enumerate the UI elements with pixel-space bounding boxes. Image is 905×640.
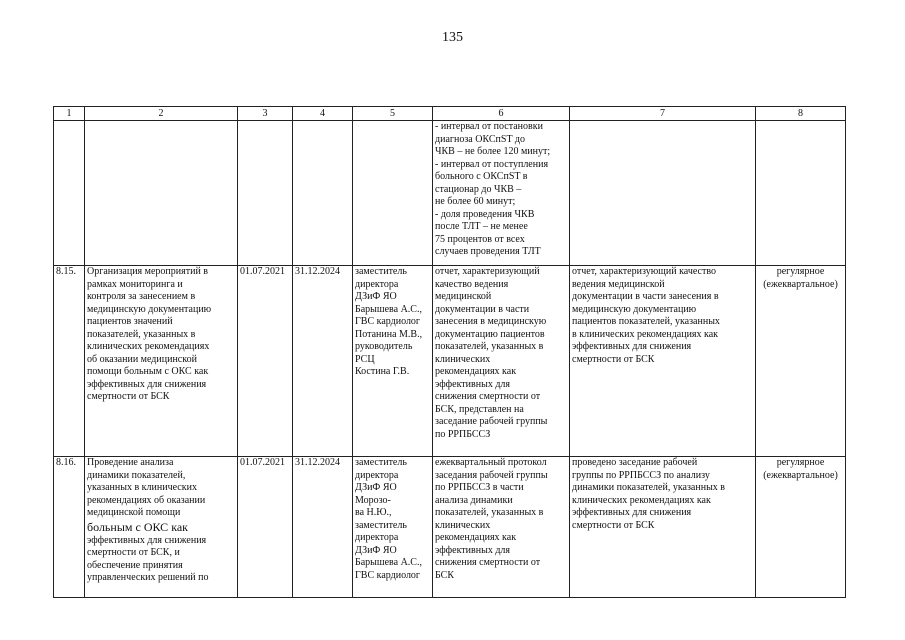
text-line: клинических [435, 353, 491, 365]
text-line: Барышева А.С., [355, 303, 422, 315]
text-line: документации в части [435, 303, 530, 315]
text-line: ЧКВ – не более 120 минут; [435, 146, 551, 157]
text-line: БСК, представлен на [435, 403, 524, 415]
column-number-5: 5 [353, 107, 433, 121]
text-line: ДЗиФ ЯО [355, 291, 397, 302]
indicator-cell [570, 457, 756, 598]
text-line: документацию пациентов [435, 328, 545, 340]
text-line: качество ведения [435, 278, 509, 290]
text-line: рекомендациях как [435, 366, 517, 377]
text-line: снижения смертности от [435, 391, 541, 402]
text-line: рекомендациях как [435, 532, 517, 543]
text-line: заместитель [355, 266, 407, 277]
text-line: ДЗиФ ЯО [355, 482, 397, 493]
column-number-4: 4 [293, 107, 353, 121]
end-date-cell: 31.12.2024 [293, 266, 353, 457]
text-line: проведено заседание рабочей [572, 457, 698, 468]
text-line: ведения медицинской [572, 278, 665, 290]
text-line: Барышева А.С., [355, 557, 422, 568]
text-line: обеспечение принятия [87, 559, 183, 571]
text-line: (ежеквартальное) [763, 469, 838, 481]
text-line: клинических рекомендациях как [572, 494, 711, 506]
empty-cell [54, 121, 85, 266]
text-line: снижения смертности от [435, 557, 541, 568]
text-line: заседание рабочей группы [435, 416, 548, 427]
text-line: показателей, указанных в [87, 328, 196, 340]
end-date-cell: 31.12.2024 [293, 457, 353, 598]
text-line: директора [355, 532, 399, 543]
text-line: заместитель [355, 457, 407, 468]
text-line: в клинических рекомендациях как [572, 328, 719, 340]
text-line: эффективных для снижения [572, 507, 692, 518]
column-number-6: 6 [433, 107, 570, 121]
text-line: - интервал от поступления [435, 158, 549, 170]
indicator-cell [570, 266, 756, 457]
text-line: показателей, указанных в [435, 507, 544, 518]
plan-table [53, 106, 846, 598]
text-line: эффективных для снижения [87, 534, 207, 546]
text-line: клинических рекомендациях [87, 341, 210, 352]
text-line: группы по РРПБССЗ по анализу [572, 469, 710, 481]
text-line: заседания рабочей группы [435, 469, 548, 481]
result-cell [433, 266, 570, 457]
text-line: РСЦ [355, 353, 375, 365]
text-line: ГВС кардиолог [355, 569, 421, 581]
text-line: показателей, указанных в [435, 341, 544, 352]
text-line: Костина Г.В. [355, 366, 410, 377]
activity-cell [85, 266, 238, 457]
empty-cell [353, 121, 433, 266]
column-number-header-row [54, 107, 846, 121]
text-line: больного с ОКСпST в [435, 171, 528, 182]
text-line: БСК [435, 569, 455, 581]
text-line: директора [355, 278, 399, 290]
activity-cell [85, 457, 238, 598]
continuation-result-cell [433, 121, 570, 266]
text-line: Морозо- [355, 494, 391, 506]
text-line: директора [355, 469, 399, 481]
text-line: смертности от БСК [572, 353, 655, 365]
text-line: рекомендациях об оказании [87, 494, 206, 506]
text-line: медицинскую документацию [87, 303, 212, 315]
text-line: медицинскую документацию [572, 303, 697, 315]
row-number-cell: 8.16. [54, 457, 85, 598]
text-line: после ТЛТ – не менее [435, 221, 528, 232]
text-line: эффективных для снижения [87, 378, 207, 390]
text-line: случаев проведения ТЛТ [435, 246, 541, 257]
text-line: пациентов показателей, указанных [572, 316, 720, 327]
text-line: отчет, характеризующий качество [572, 266, 716, 277]
text-line: документации в части занесения в [572, 291, 719, 302]
table-row [54, 266, 846, 457]
column-number-3: 3 [238, 107, 293, 121]
text-line: эффективных для [435, 544, 510, 556]
text-line: эффективных для снижения [572, 341, 692, 352]
result-cell [433, 457, 570, 598]
text-line: динамики показателей, [87, 469, 186, 481]
responsible-cell [353, 457, 433, 598]
text-line: ГВС кардиолог [355, 316, 421, 327]
text-line: стационар до ЧКВ – [435, 183, 522, 195]
periodicity-cell [756, 457, 846, 598]
text-line: управленческих решений по [87, 572, 209, 583]
text-line: смертности от БСК [87, 391, 170, 402]
column-number-1: 1 [54, 107, 85, 121]
text-line: медицинской помощи [87, 507, 181, 518]
empty-cell [570, 121, 756, 266]
column-number-8: 8 [756, 107, 846, 121]
text-line: Организация мероприятий в [87, 266, 209, 277]
text-line: смертности от БСК [572, 519, 655, 531]
text-line: эффективных для [435, 378, 510, 390]
periodicity-cell [756, 266, 846, 457]
text-line: ва Н.Ю., [355, 507, 392, 518]
text-line: занесения в медицинскую [435, 316, 547, 327]
column-number-2: 2 [85, 107, 238, 121]
start-date-cell: 01.07.2021 [238, 266, 293, 457]
text-line: помощи больным с ОКС как [87, 366, 209, 377]
text-line: - доля проведения ЧКВ [435, 208, 535, 220]
text-line: пациентов значений [87, 316, 173, 327]
text-line: контроля за занесением в [87, 291, 196, 302]
text-line: руководитель [355, 341, 413, 352]
start-date-cell: 01.07.2021 [238, 457, 293, 598]
empty-cell [756, 121, 846, 266]
text-line: Проведение анализа [87, 457, 174, 468]
text-line: об оказании медицинской [87, 353, 197, 365]
text-line: больным с ОКС как [87, 519, 188, 534]
text-line: по РРПБССЗ в части [435, 482, 524, 493]
text-line: регулярное [776, 266, 825, 277]
text-line: ДЗиФ ЯО [355, 544, 397, 556]
text-line: отчет, характеризующий [435, 266, 540, 277]
table-row [54, 457, 846, 598]
text-line: (ежеквартальное) [763, 278, 838, 290]
text-line: медицинской [435, 291, 492, 302]
responsible-cell [353, 266, 433, 457]
text-line: 75 процентов от всех [435, 233, 525, 245]
text-line: Потанина М.В., [355, 328, 423, 340]
text-line: указанных в клинических [87, 482, 197, 493]
text-line: диагноза ОКСпST до [435, 133, 525, 145]
empty-cell [293, 121, 353, 266]
text-line: анализа динамики [435, 494, 513, 506]
text-line: заместитель [355, 519, 407, 531]
text-line: не более 60 минут; [435, 196, 516, 207]
text-line: регулярное [776, 457, 825, 468]
text-line: ежеквартальный протокол [435, 457, 547, 468]
text-line: по РРПБССЗ [435, 428, 491, 440]
empty-cell [238, 121, 293, 266]
column-number-7: 7 [570, 107, 756, 121]
empty-cell [85, 121, 238, 266]
text-line: - интервал от постановки [435, 121, 543, 132]
continuation-row [54, 121, 846, 266]
page-number: 135 [442, 30, 463, 45]
text-line: динамики показателей, указанных в [572, 482, 726, 493]
text-line: клинических [435, 519, 491, 531]
text-line: рамках мониторинга и [87, 278, 183, 290]
text-line: смертности от БСК, и [87, 547, 180, 558]
row-number-cell: 8.15. [54, 266, 85, 457]
